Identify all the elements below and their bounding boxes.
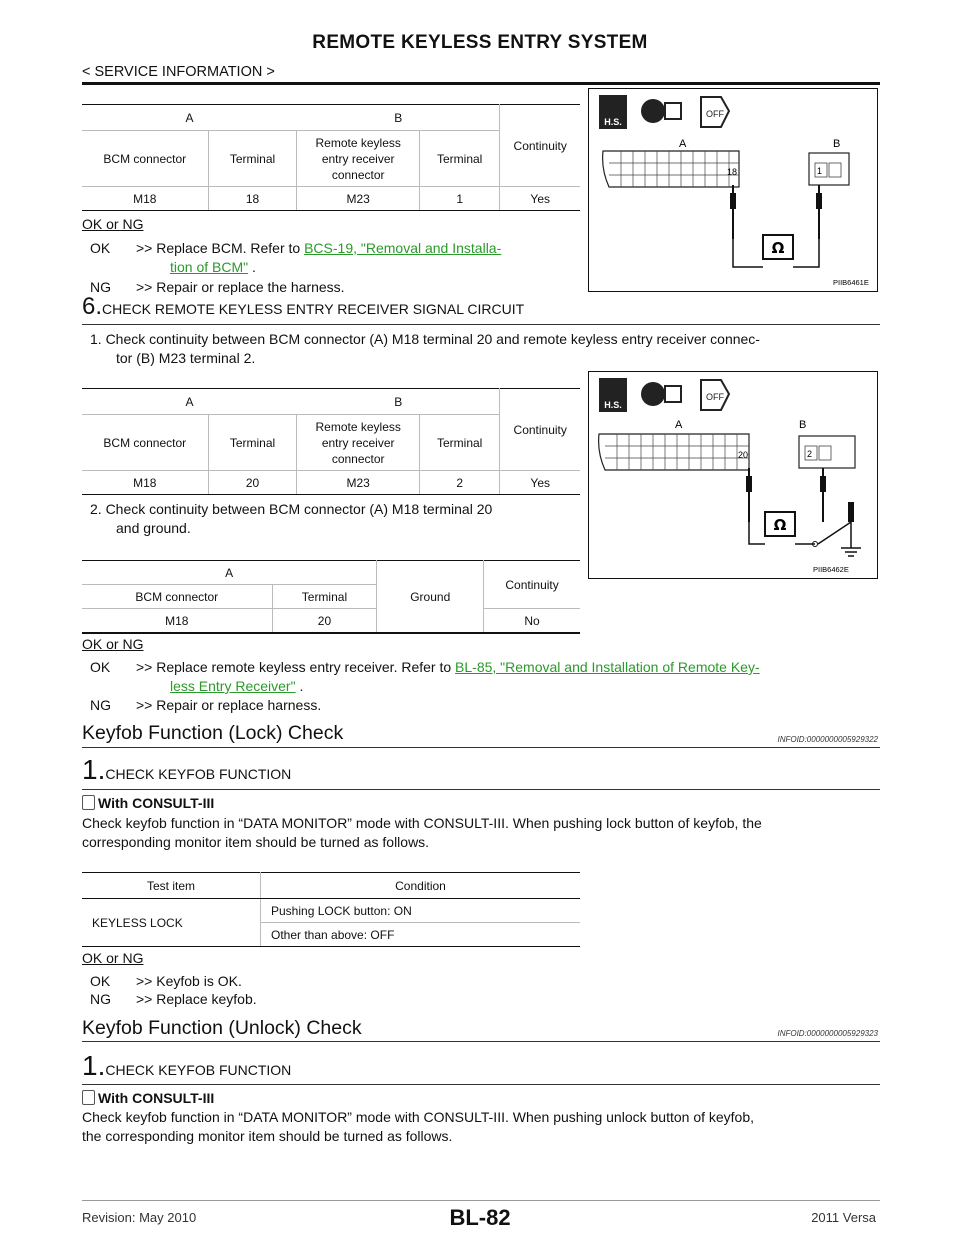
ref-link-bcs-19[interactable]: BCS-19, "Removal and Installa- (304, 240, 502, 256)
figure-caption: PIIB6462E (813, 565, 849, 574)
test-item-header: Test item (82, 873, 261, 899)
ng-prefix: NG (90, 279, 111, 295)
step-number: 1. (82, 754, 106, 785)
terminal-header: Terminal (419, 131, 500, 187)
bcm-connector-header: BCM connector (82, 585, 272, 609)
continuity-table-2 (82, 388, 580, 495)
test-item-keyless-lock: KEYLESS LOCK (82, 899, 261, 947)
col-a-header: A (82, 389, 297, 415)
receiver-connector-header: Remote keyless entry receiver connector (297, 415, 419, 471)
connector-a-label: A (679, 138, 687, 150)
step6-item2-line1: 2. Check continuity between BCM connector (A) M18 terminal 20 (90, 501, 493, 517)
ref-link-bl-85-cont[interactable]: less Entry Receiver" (170, 678, 296, 694)
ng-instruction: >> Repair or replace harness. (136, 697, 322, 713)
consult-label: With CONSULT-III (98, 1090, 215, 1106)
ok-or-ng-label: OK or NG (82, 216, 144, 232)
pin-a-label: 20 (738, 450, 749, 460)
terminal-header: Terminal (272, 585, 377, 609)
unlock-text-line2: the corresponding monitor item should be turned as follows. (82, 1128, 453, 1144)
keyless-lock-table (82, 872, 580, 947)
table-cell: M18 (82, 471, 208, 495)
ok-prefix: OK (90, 240, 111, 256)
ng-instruction: >> Repair or replace the harness. (136, 279, 345, 295)
ground-continuity-table (82, 560, 580, 633)
ohmmeter-icon: Ω (773, 516, 787, 534)
header-rule (82, 82, 880, 85)
connector-b-label: B (799, 419, 807, 431)
page-number: BL-82 (449, 1205, 511, 1230)
lock-text-line2: corresponding monitor item should be turned as follows. (82, 834, 430, 850)
ok-instruction: >> Replace BCM. Refer to (136, 240, 301, 256)
step-title: CHECK KEYFOB FUNCTION (105, 766, 292, 782)
step-title: CHECK REMOTE KEYLESS ENTRY RECEIVER SIGNAL CIRCUIT (102, 301, 525, 317)
pin-b-label: 1 (817, 166, 823, 176)
pin-a-label: 18 (727, 167, 738, 177)
table-cell: M18 (82, 187, 208, 211)
terminal-header: Terminal (208, 415, 297, 471)
lock-text-line1: Check keyfob function in “DATA MONITOR” mode with CONSULT-III. When pushing lock button of keyfob, the (82, 815, 762, 831)
col-b-header: B (297, 389, 500, 415)
connector-a-label: A (675, 419, 683, 431)
ok-prefix: OK (90, 973, 111, 989)
section-heading-unlock: Keyfob Function (Unlock) Check (82, 1017, 362, 1039)
table-cell: 2 (419, 471, 500, 495)
page-title: REMOTE KEYLESS ENTRY SYSTEM (312, 32, 648, 53)
condition-cell: Pushing LOCK button: ON (261, 899, 581, 923)
ok-or-ng-label: OK or NG (82, 950, 144, 966)
step-title: CHECK KEYFOB FUNCTION (105, 1062, 292, 1078)
wiring-diagram-2 (588, 371, 878, 579)
consult-label: With CONSULT-III (98, 795, 215, 811)
continuity-header: Continuity (484, 561, 580, 609)
connector-b-label: B (833, 138, 841, 150)
table-cell: 18 (208, 187, 297, 211)
ok-instruction: >> Keyfob is OK. (136, 973, 242, 989)
revision-date: Revision: May 2010 (82, 1210, 197, 1225)
continuity-table-1 (82, 104, 580, 211)
continuity-header: Continuity (500, 105, 580, 187)
col-b-header: B (297, 105, 500, 131)
step-rule (82, 324, 880, 325)
ok-instruction: >> Replace remote keyless entry receiver. Refer to (136, 659, 452, 675)
ok-or-ng-label: OK or NG (82, 636, 144, 652)
footer-rule (82, 1200, 880, 1201)
col-a-header: A (82, 105, 297, 131)
ref-link-bcs-19-cont[interactable]: tion of BCM" (170, 259, 249, 275)
step-rule (82, 789, 880, 790)
ok-dot: . (299, 678, 304, 694)
table-cell: No (484, 609, 580, 633)
condition-header: Condition (261, 873, 581, 899)
info-id: INFOID:0000000005929322 (777, 735, 878, 744)
bcm-connector-header: BCM connector (82, 131, 208, 187)
off-label: OFF (706, 109, 724, 119)
step6-item1-line2: tor (B) M23 terminal 2. (116, 350, 256, 366)
table-bottom-rule (82, 632, 580, 634)
ok-dot: . (252, 259, 256, 275)
figure-caption: PIIB6461E (833, 278, 869, 287)
table-cell: M18 (82, 609, 272, 633)
step-number: 1. (82, 1050, 106, 1081)
terminal-header: Terminal (419, 415, 500, 471)
ng-instruction: >> Replace keyfob. (136, 991, 257, 1007)
section-rule (82, 747, 880, 748)
table-cell: 1 (419, 187, 500, 211)
wiring-diagram-1 (588, 88, 878, 292)
info-id: INFOID:0000000005929323 (777, 1029, 878, 1038)
condition-cell: Other than above: OFF (261, 923, 581, 947)
consult-icon (82, 1090, 95, 1105)
ng-prefix: NG (90, 697, 111, 713)
unlock-text-line1: Check keyfob function in “DATA MONITOR” mode with CONSULT-III. When pushing unlock button of keyfob, (82, 1109, 755, 1125)
ground-header: Ground (377, 561, 484, 633)
receiver-connector-header: Remote keyless entry receiver connector (297, 131, 419, 187)
model-year: 2011 Versa (811, 1210, 876, 1225)
consult-icon (82, 795, 95, 810)
pin-b-label: 2 (807, 449, 813, 459)
terminal-header: Terminal (208, 131, 297, 187)
table-cell: 20 (272, 609, 377, 633)
table-cell: Yes (500, 187, 580, 211)
step-rule (82, 1084, 880, 1085)
off-label: OFF (706, 392, 724, 402)
table-cell: Yes (500, 471, 580, 495)
table-cell: M23 (297, 471, 419, 495)
hs-label: H.S. (604, 117, 622, 127)
table-cell: 20 (208, 471, 297, 495)
hs-label: H.S. (604, 400, 622, 410)
wiring-diagram-1-svg (589, 89, 877, 291)
step6-item1-line1: 1. Check continuity between BCM connector (A) M18 terminal 20 and remote keyless entry receiver connec- (90, 331, 760, 347)
step-number: 6. (82, 293, 103, 320)
wiring-diagram-2-svg (589, 372, 877, 578)
section-rule (82, 1041, 880, 1042)
ok-prefix: OK (90, 659, 111, 675)
ohmmeter-icon: Ω (771, 239, 785, 257)
step6-item2-line2: and ground. (116, 520, 191, 536)
ref-link-bl-85[interactable]: BL-85, "Removal and Installation of Remote Key- (455, 659, 760, 675)
ng-prefix: NG (90, 991, 111, 1007)
bcm-connector-header: BCM connector (82, 415, 208, 471)
breadcrumb: < SERVICE INFORMATION > (82, 64, 275, 80)
col-a-header: A (82, 561, 377, 585)
table-cell: M23 (297, 187, 419, 211)
section-heading-lock: Keyfob Function (Lock) Check (82, 722, 344, 744)
continuity-header: Continuity (500, 389, 580, 471)
